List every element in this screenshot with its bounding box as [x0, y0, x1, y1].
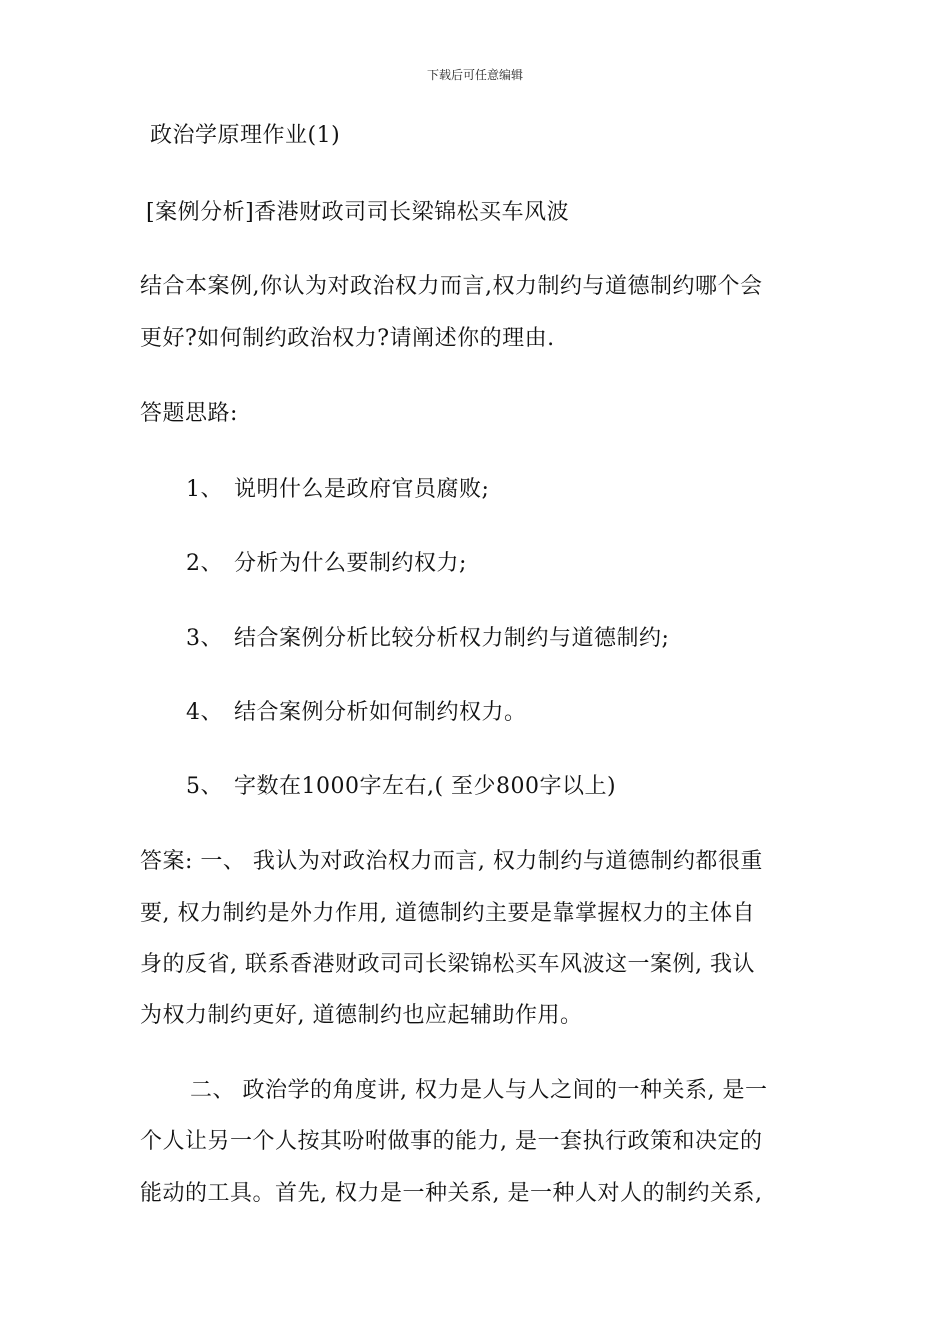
answer-line: 为权力制约更好, 道德制约也应起辅助作用。 — [140, 1003, 583, 1028]
paragraph-line: 个人让另一个人按其吩咐做事的能力, 是一套执行政策和决定的 — [140, 1129, 763, 1154]
question-line: 结合本案例,你认为对政治权力而言,权力制约与道德制约哪个会 — [140, 274, 763, 299]
paragraph-line: 能动的工具。首先, 权力是一种关系, 是一种人对人的制约关系, — [140, 1181, 763, 1206]
item-text: 分析为什么要制约权力; — [234, 551, 467, 576]
case-title: [案例分析]香港财政司司长梁锦松买车风波 — [146, 200, 570, 225]
item-number: 3、 — [186, 626, 223, 651]
answer-line: 要, 权力制约是外力作用, 道德制约主要是靠掌握权力的主体自 — [140, 901, 755, 926]
approach-item — [186, 699, 527, 727]
paragraph-line: 二、 政治学的角度讲, 权力是人与人之间的一种关系, 是一 — [190, 1078, 768, 1103]
approach-item — [186, 550, 467, 578]
header-note: 下载后可任意编辑 — [426, 68, 523, 82]
item-number: 1、 — [186, 477, 223, 502]
document-title: 政治学原理作业(1) — [150, 123, 341, 148]
answer-line: 答案: 一、 我认为对政治权力而言, 权力制约与道德制约都很重 — [140, 849, 763, 874]
item-text: 字数在1000字左右,( 至少800字以上) — [234, 774, 617, 799]
approach-item — [186, 625, 669, 653]
item-text: 结合案例分析比较分析权力制约与道德制约; — [234, 626, 670, 651]
question-line: 更好?如何制约政治权力?请阐述你的理由. — [140, 326, 555, 351]
approach-label: 答题思路: — [140, 401, 238, 426]
answer-line: 身的反省, 联系香港财政司司长梁锦松买车风波这一案例, 我认 — [140, 952, 755, 977]
approach-item — [186, 773, 616, 801]
item-number: 5、 — [186, 774, 223, 799]
item-text: 结合案例分析如何制约权力。 — [234, 700, 527, 725]
item-text: 说明什么是政府官员腐败; — [234, 477, 490, 502]
item-number: 2、 — [186, 551, 223, 576]
item-number: 4、 — [186, 700, 223, 725]
approach-item — [186, 476, 489, 504]
